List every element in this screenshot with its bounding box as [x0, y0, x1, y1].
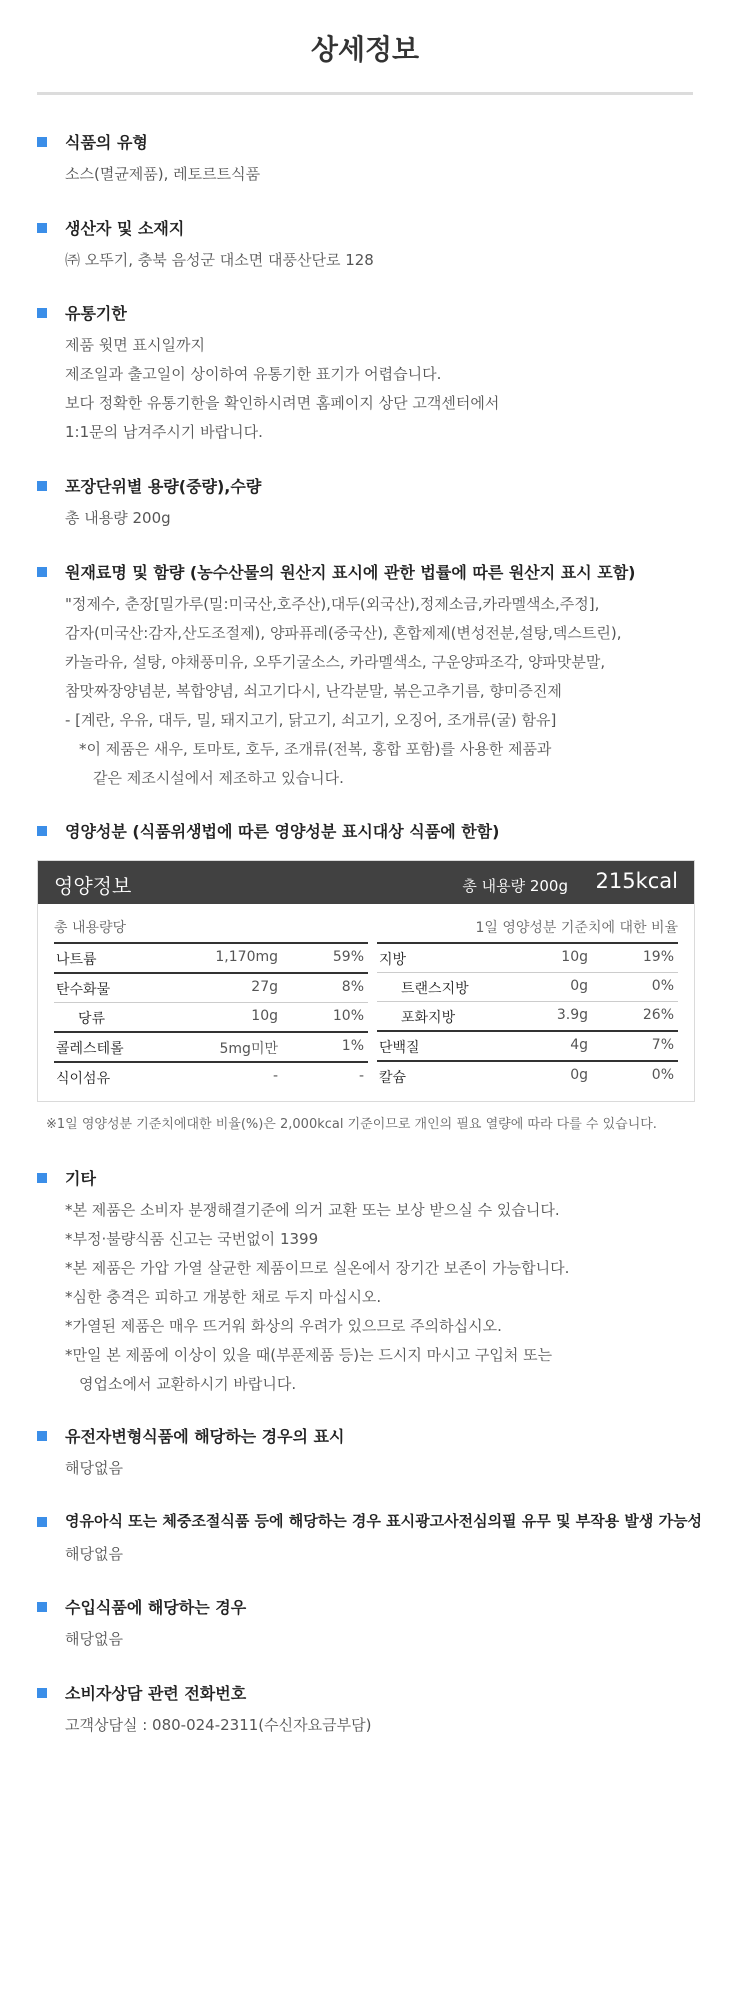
section-title: 영유아식 또는 체중조절식품 등에 해당하는 경우 표시광고사전심의필 유무 및 부작용 발생 가능성: [65, 1512, 703, 1530]
bullet-icon: [37, 308, 47, 318]
section-title: 유통기한: [65, 304, 127, 323]
section-text: 보다 정확한 유통기한을 확인하시려면 홈페이지 상단 고객센터에서: [65, 394, 500, 412]
section-text: *심한 충격은 피하고 개봉한 채로 두지 마십시오.: [65, 1288, 382, 1306]
nutrition-right-column: [377, 942, 678, 1090]
section-title: 영양성분 (식품위생법에 따른 영양성분 표시대상 식품에 한함): [65, 822, 500, 841]
bullet-icon: [37, 1688, 47, 1698]
section-text: 총 내용량 200g: [65, 509, 171, 527]
nutrient-name: 포화지방: [401, 1010, 456, 1026]
section-text: 참맛짜장양념분, 복합양념, 쇠고기다시, 난각분말, 볶은고추기름, 향미증진제: [65, 682, 562, 700]
section-text: 1:1문의 남겨주시기 바랍니다.: [65, 423, 263, 441]
nutrient-name: 지방: [379, 952, 407, 968]
section-title: 포장단위별 용량(중량),수량: [65, 477, 262, 496]
section-text: *만일 본 제품에 이상이 있을 때(부푼제품 등)는 드시지 마시고 구입처 또는: [65, 1346, 553, 1364]
section-title: 원재료명 및 함량 (농수산물의 원산지 표시에 관한 법률에 따른 원산지 표시 포함): [65, 563, 636, 582]
nutrient-amount: 0g: [570, 1067, 588, 1083]
table-row: [377, 1002, 678, 1032]
page-title: 상세정보: [310, 33, 420, 66]
bullet-icon: [37, 1517, 47, 1527]
section-nutrition: [37, 819, 693, 845]
section-consumer-contact: [37, 1681, 693, 1740]
nutrition-sub-left: 총 내용량당: [54, 920, 127, 936]
nutrition-header: [38, 861, 694, 904]
bullet-icon: [37, 481, 47, 491]
section-expiry: [37, 301, 693, 447]
table-row: [54, 1003, 368, 1033]
nutrient-amount: 4g: [570, 1037, 588, 1053]
section-imported: [37, 1595, 693, 1654]
section-title: 생산자 및 소재지: [65, 219, 185, 238]
table-row: [54, 974, 368, 1003]
table-row: [54, 944, 368, 974]
section-text: *가열된 제품은 매우 뜨거워 화상의 우려가 있으므로 주의하십시오.: [65, 1317, 502, 1335]
nutrient-percent: -: [358, 1068, 364, 1084]
section-package: [37, 474, 693, 533]
section-title: 소비자상담 관련 전화번호: [65, 1684, 247, 1703]
nutrition-footnote: ※1일 영양성분 기준치에대한 비율(%)은 2,000kcal 기준이므로 개인의 필요 열량에 따라 다를 수 있습니다.: [46, 1117, 657, 1132]
bullet-icon: [37, 223, 47, 233]
bullet-icon: [37, 567, 47, 577]
section-text: 해당없음: [65, 1630, 123, 1648]
table-row: [377, 1062, 678, 1090]
section-text: 영업소에서 교환하시기 바랍니다.: [79, 1375, 297, 1393]
nutrient-amount: 0g: [570, 978, 588, 994]
nutrition-left-column: [54, 942, 368, 1091]
section-title: 유전자변형식품에 해당하는 경우의 표시: [65, 1427, 345, 1446]
section-text: *부정·불량식품 신고는 국번없이 1399: [65, 1230, 319, 1248]
table-row: [377, 944, 678, 973]
nutrition-sub-right: 1일 영양성분 기준치에 대한 비율: [475, 920, 678, 936]
section-text: 소스(멸균제품), 레토르트식품: [65, 165, 261, 183]
title-divider: [37, 92, 693, 95]
nutrient-name: 콜레스테롤: [56, 1041, 124, 1057]
bullet-icon: [37, 1602, 47, 1612]
section-producer: [37, 216, 693, 275]
table-row: [54, 1063, 368, 1091]
nutrient-percent: 8%: [341, 979, 364, 995]
section-text: 같은 제조시설에서 제조하고 있습니다.: [93, 769, 344, 787]
table-row: [54, 1033, 368, 1063]
section-infant-food: [37, 1510, 703, 1569]
nutrition-total: 총 내용량 200g: [462, 877, 568, 895]
section-title: 수입식품에 해당하는 경우: [65, 1598, 247, 1617]
nutrient-amount: 1,170mg: [215, 949, 278, 965]
section-title: 식품의 유형: [65, 133, 148, 152]
section-etc: [37, 1166, 693, 1399]
section-text: - [계란, 우유, 대두, 밀, 돼지고기, 닭고기, 쇠고기, 오징어, 조개류(굴) 함유]: [65, 711, 557, 729]
bullet-icon: [37, 1431, 47, 1441]
nutrient-name: 식이섬유: [56, 1071, 111, 1087]
nutrient-amount: 5mg미만: [219, 1041, 278, 1057]
section-text: 해당없음: [65, 1545, 123, 1563]
nutrient-name: 단백질: [379, 1040, 420, 1056]
bullet-icon: [37, 137, 47, 147]
section-ingredients: [37, 560, 693, 793]
nutrient-amount: 27g: [251, 979, 278, 995]
nutrient-name: 나트륨: [56, 952, 97, 968]
nutrient-amount: 10g: [251, 1008, 278, 1024]
nutrient-name: 탄수화물: [56, 982, 111, 998]
nutrition-subheader: [38, 904, 694, 942]
nutrient-percent: 1%: [341, 1038, 364, 1054]
section-text: 제조일과 출고일이 상이하여 유통기한 표기가 어렵습니다.: [65, 365, 442, 383]
bullet-icon: [37, 1173, 47, 1183]
section-text: 제품 윗면 표시일까지: [65, 336, 205, 354]
section-text: 카놀라유, 설탕, 야채풍미유, 오뚜기굴소스, 카라멜색소, 구운양파조각, 양파맛분말,: [65, 653, 606, 671]
section-text: 고객상담실 : 080-024-2311(수신자요금부담): [65, 1716, 372, 1734]
section-text: *본 제품은 소비자 분쟁해결기준에 의거 교환 또는 보상 받으실 수 있습니다.: [65, 1201, 560, 1219]
bullet-icon: [37, 826, 47, 836]
nutrient-percent: 10%: [332, 1008, 364, 1024]
nutrition-kcal: 215kcal: [595, 869, 678, 893]
nutrient-percent: 7%: [651, 1037, 674, 1053]
table-row: [377, 1032, 678, 1062]
section-text: "정제수, 춘장[밀가루(밀:미국산,호주산),대두(외국산),정제소금,카라멜색소,주정],: [65, 595, 600, 613]
section-text: 해당없음: [65, 1459, 123, 1477]
section-text: 감자(미국산:감자,산도조절제), 양파퓨레(중국산), 혼합제제(변성전분,설탕,덱스트린),: [65, 624, 622, 642]
nutrient-name: 칼슘: [379, 1070, 407, 1086]
section-text: *이 제품은 새우, 토마토, 호두, 조개류(전복, 홍합 포함)를 사용한 제품과: [79, 740, 552, 758]
section-title: 기타: [65, 1169, 96, 1188]
nutrient-amount: -: [272, 1068, 278, 1084]
nutrient-name: 트랜스지방: [401, 981, 469, 997]
nutrient-name: 당류: [78, 1011, 106, 1027]
section-text: ㈜ 오뚜기, 충북 음성군 대소면 대풍산단로 128: [65, 251, 374, 269]
nutrient-percent: 0%: [651, 978, 674, 994]
nutrient-percent: 19%: [642, 949, 674, 965]
nutrient-percent: 0%: [651, 1067, 674, 1083]
nutrition-title: 영양정보: [54, 874, 132, 898]
nutrient-amount: 10g: [561, 949, 588, 965]
nutrition-table: [37, 860, 695, 1102]
nutrient-amount: 3.9g: [556, 1007, 588, 1023]
nutrient-percent: 26%: [642, 1007, 674, 1023]
table-row: [377, 973, 678, 1002]
section-gmo: [37, 1424, 693, 1483]
section-food-type: [37, 130, 693, 189]
section-text: *본 제품은 가압 가열 살균한 제품이므로 실온에서 장기간 보존이 가능합니다.: [65, 1259, 570, 1277]
nutrient-percent: 59%: [332, 949, 364, 965]
